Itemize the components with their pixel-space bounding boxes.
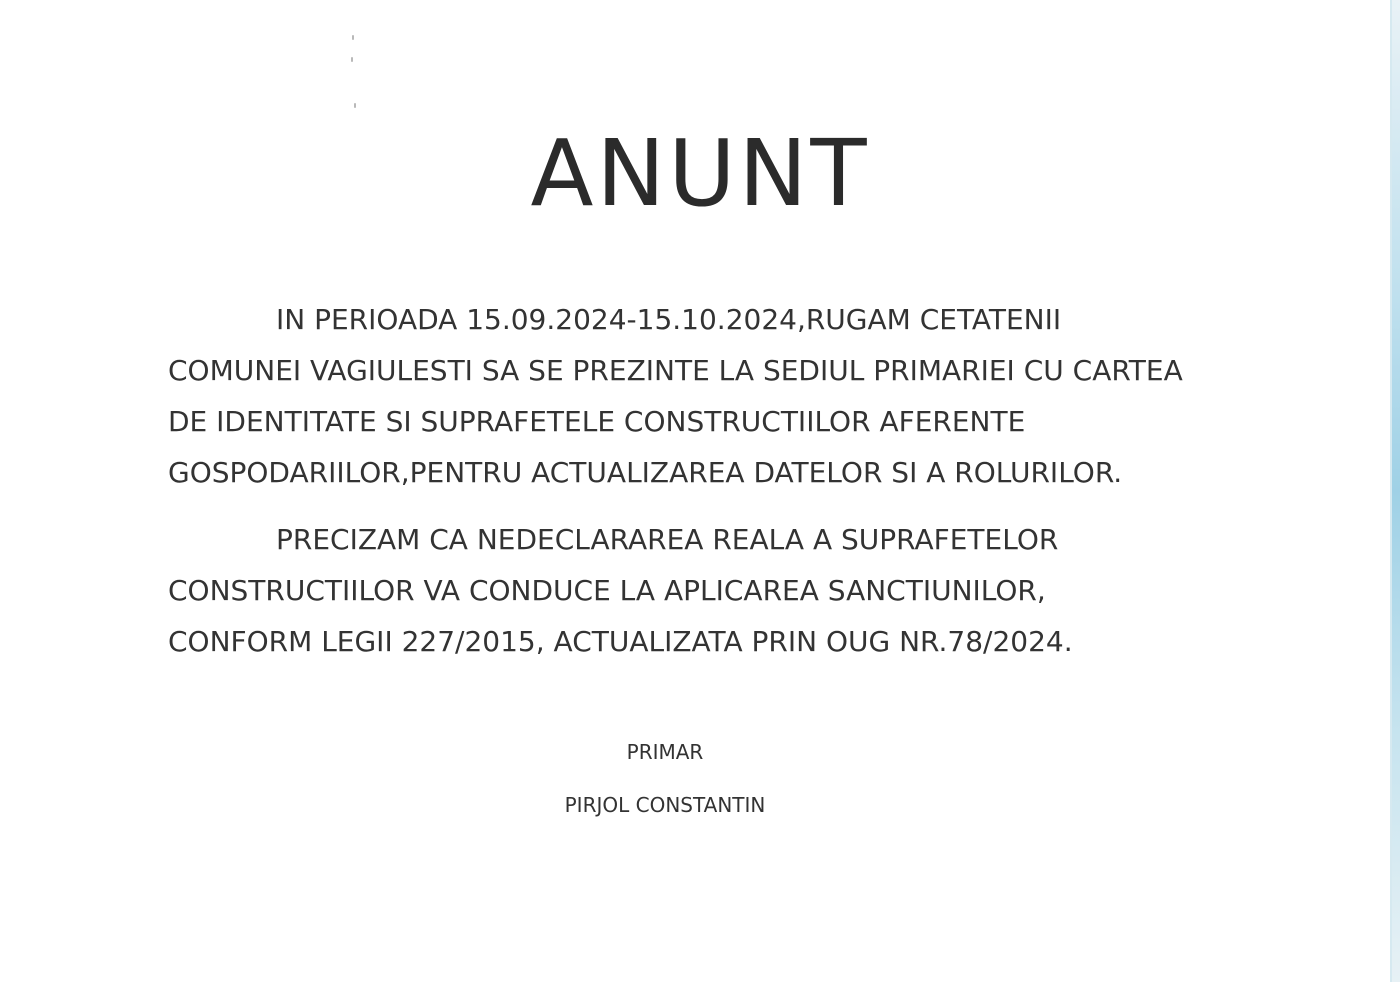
- paragraph-1-line-1: IN PERIOADA 15.09.2024-15.10.2024,RUGAM CETATENII: [276, 303, 1062, 336]
- paragraph-1-line-4: GOSPODARIILOR,PENTRU ACTUALIZAREA DATELOR SI A ROLURILOR.: [168, 456, 1123, 489]
- paragraph-2-line-2: CONSTRUCTIILOR VA CONDUCE LA APLICAREA SANCTIUNILOR,: [168, 574, 1046, 607]
- announcement-paragraph-2: [168, 514, 1278, 667]
- signature-name: PIRJOL CONSTANTIN: [564, 793, 766, 817]
- speck: [354, 103, 356, 108]
- announcement-paragraph-1: [168, 294, 1278, 498]
- paragraph-1-line-2: COMUNEI VAGIULESTI SA SE PREZINTE LA SEDIUL PRIMARIEI CU CARTEA: [168, 354, 1183, 387]
- paragraph-2-line-1: PRECIZAM CA NEDECLARAREA REALA A SUPRAFETELOR: [276, 523, 1059, 556]
- scan-specks: [348, 35, 360, 125]
- signature-role: PRIMAR: [626, 740, 704, 764]
- speck: [351, 57, 353, 62]
- paragraph-2-line-3: CONFORM LEGII 227/2015, ACTUALIZATA PRIN OUG NR.78/2024.: [168, 625, 1073, 658]
- page-title: ANUNT: [530, 120, 870, 227]
- speck: [352, 35, 354, 40]
- paragraph-1-line-3: DE IDENTITATE SI SUPRAFETELE CONSTRUCTIILOR AFERENTE: [168, 405, 1026, 438]
- scanner-edge: [1390, 0, 1400, 982]
